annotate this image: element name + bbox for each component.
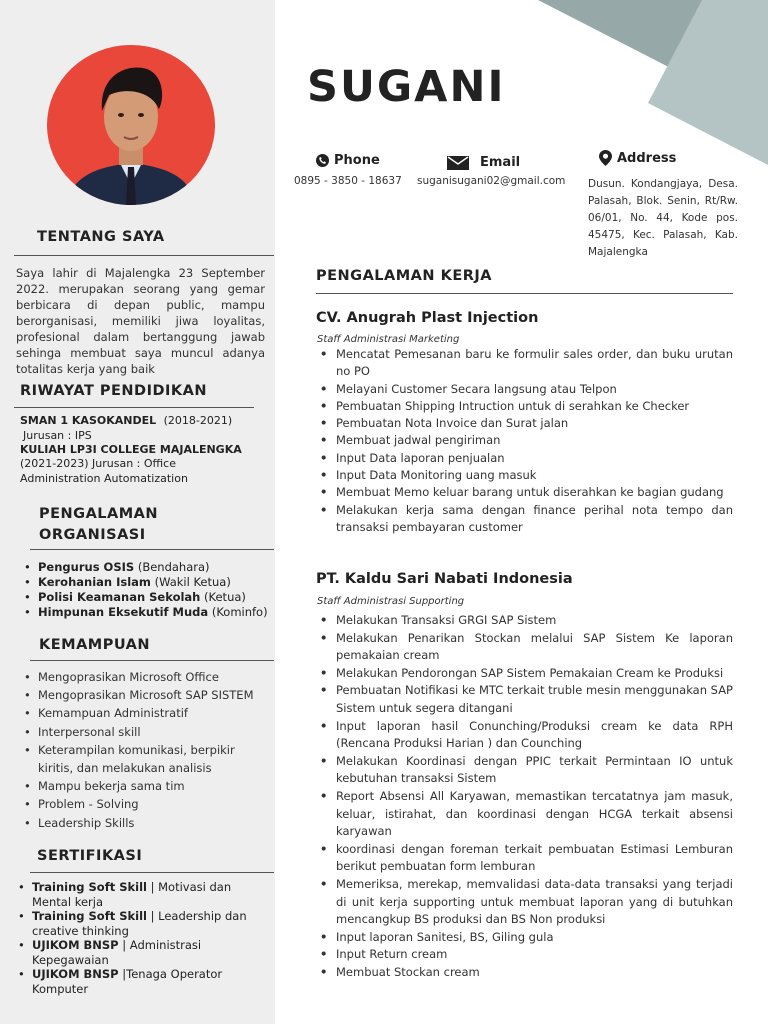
org-name: Himpunan Eksekutif Muda — [38, 605, 209, 619]
skills-title: KEMAMPUAN — [39, 637, 151, 653]
list-item — [16, 938, 271, 967]
organization-title-line1: PENGALAMAN — [39, 506, 159, 522]
list-item: • Input Data laporan penjualan — [320, 450, 733, 467]
education-divider — [14, 407, 254, 408]
list-item: • Keterampilan komunikasi, berpikir kiritis, dan melakukan analisis — [22, 741, 272, 777]
list-item — [22, 560, 272, 575]
phone-label: Phone — [334, 153, 380, 168]
certifications-list — [16, 880, 271, 996]
list-item: • Pembuatan Notifikasi ke MTC terkait truble mesin menggunakan SAP Sistem untuk segera ditangani — [320, 682, 733, 717]
education-entry-1 — [20, 414, 255, 429]
list-item — [22, 605, 272, 620]
school-1-name: SMAN 1 KASOKANDEL — [20, 414, 157, 427]
phone-heading — [316, 153, 380, 168]
list-item: • Melakukan Koordinasi dengan PPIC terkait Permintaan IO untuk kebutuhan transaksi Sistem — [320, 753, 733, 788]
job-2-duties — [320, 612, 733, 981]
skills-list — [22, 668, 272, 832]
decorative-shapes — [530, 0, 768, 170]
list-item: • Input laporan Sanitesi, BS, Giling gula — [320, 929, 733, 947]
cert-detail: | Administrasi Kepegawaian — [32, 938, 202, 967]
cert-detail: | Motivasi dan Mental kerja — [32, 880, 232, 909]
email-label: Email — [480, 155, 521, 170]
list-item: • Melakukan kerja sama dengan finance perihal nota tempo dan transaksi pembayaran customer — [320, 502, 733, 537]
org-name: Polisi Keamanan Sekolah — [38, 590, 201, 604]
school-1-major: Jurusan : IPS — [23, 429, 92, 442]
list-item — [16, 909, 271, 938]
phone-value: 0895 - 3850 - 18637 — [294, 175, 402, 187]
certifications-title: SERTIFIKASI — [37, 848, 143, 864]
list-item — [16, 880, 271, 909]
list-item: • Input Return cream — [320, 946, 733, 964]
list-item: • Melakukan Pendorongan SAP Sistem Pemakaian Cream ke Produksi — [320, 665, 733, 683]
education-title: RIWAYAT PENDIDIKAN — [20, 383, 208, 399]
experience-title: PENGALAMAN KERJA — [316, 268, 493, 284]
job-1-role: Staff Administrasi Marketing — [317, 334, 460, 345]
org-role: (Kominfo) — [211, 605, 268, 619]
job-2-role: Staff Administrasi Supporting — [317, 596, 465, 607]
list-item — [22, 590, 272, 605]
school-2-name: KULIAH LP3I COLLEGE MAJALENGKA — [20, 443, 242, 456]
education-entry-2 — [20, 443, 255, 458]
organization-divider — [30, 549, 274, 550]
candidate-name: SUGANI — [307, 62, 506, 112]
skills-divider — [30, 660, 274, 661]
job-1-duties — [320, 346, 733, 536]
org-role: (Ketua) — [204, 590, 246, 604]
list-item: • Melayani Customer Secara langsung atau Telpon — [320, 381, 733, 398]
about-title: TENTANG SAYA — [37, 229, 165, 245]
list-item: • Membuat Stockan cream — [320, 964, 733, 982]
org-role: (Bendahara) — [137, 560, 210, 574]
list-item: • Membuat jadwal pengiriman — [320, 432, 733, 449]
profile-photo — [47, 45, 215, 205]
school-2-detail: (2021-2023) Jurusan : Office Administration Automatization — [20, 457, 188, 485]
job-1-company: CV. Anugrah Plast Injection — [316, 310, 539, 326]
job-2-company: PT. Kaldu Sari Nabati Indonesia — [316, 571, 573, 587]
list-item: • Memeriksa, merekap, memvalidasi data-data transaksi yang terjadi di unit kerja supporting untuk membuat laporan yang di butuhkan mencangkup BS produksi dan BS Non produksi — [320, 876, 733, 929]
experience-divider — [316, 293, 733, 294]
list-item: • Kemampuan Administratif — [22, 704, 272, 722]
certifications-divider — [30, 872, 274, 873]
list-item: • Pembuatan Shipping Intruction untuk di serahkan ke Checker — [320, 398, 733, 415]
list-item: • Interpersonal skill — [22, 723, 272, 741]
cert-name: UJIKOM BNSP — [32, 967, 119, 981]
list-item: • Membuat Memo keluar barang untuk diserahkan ke bagian gudang — [320, 484, 733, 501]
list-item: • Input Data Monitoring uang masuk — [320, 467, 733, 484]
cert-name: Training Soft Skill — [32, 880, 147, 894]
about-text: Saya lahir di Majalengka 23 September 2022. merupakan seorang yang gemar berbicara di depan public, mampu berorganisasi, memiliki jiwa loyalitas, profesional dalam bertanggung jawab sehinga membuat saya muncul adanya totalitas kerja yang baik — [16, 266, 265, 376]
cert-detail: | Leadership dan creative thinking — [32, 909, 247, 938]
cert-name: UJIKOM BNSP — [32, 938, 119, 952]
list-item: • Pembuatan Nota Invoice dan Surat jalan — [320, 415, 733, 432]
list-item: • Mengoprasikan Microsoft Office — [22, 668, 272, 686]
location-pin-icon — [599, 150, 612, 166]
address-heading — [599, 150, 676, 166]
email-value: suganisugani02@gmail.com — [417, 175, 566, 187]
email-heading — [447, 155, 520, 170]
organization-title-line2: ORGANISASI — [39, 527, 146, 543]
about-divider — [14, 255, 274, 256]
list-item: • koordinasi dengan foreman terkait pembuatan Estimasi Lemburan berikut pembuatan form lemburan — [320, 841, 733, 876]
list-item: • Report Absensi All Karyawan, memastikan tercatatnya jam masuk, keluar, istirahat, dan koordinasi dengan HCGA terkait absensi karyawan — [320, 788, 733, 841]
list-item: • Melakukan Transaksi GRGI SAP Sistem — [320, 612, 733, 630]
envelope-icon — [447, 156, 469, 170]
org-role: (Wakil Ketua) — [154, 575, 231, 589]
address-label: Address — [617, 150, 677, 166]
school-1-years: (2018-2021) — [163, 414, 233, 427]
list-item: • Melakukan Penarikan Stockan melalui SAP Sistem Ke laporan pemakaian cream — [320, 630, 733, 665]
address-value: Dusun. Kondangjaya, Desa. Palasah, Blok. Senin, Rt/Rw. 06/01, No. 44, Kode pos. 45475, Kec. Palasah, Kab. Majalengka — [588, 178, 738, 258]
list-item: • Input laporan hasil Conunching/Produksi cream ke data RPH (Rencana Produksi Harian ) dan Counching — [320, 718, 733, 753]
org-name: Pengurus OSIS — [38, 560, 135, 574]
cert-name: Training Soft Skill — [32, 909, 147, 923]
list-item — [22, 575, 272, 590]
org-name: Kerohanian Islam — [38, 575, 151, 589]
list-item: • Mengoprasikan Microsoft SAP SISTEM — [22, 686, 272, 704]
list-item: • Leadership Skills — [22, 814, 272, 832]
phone-icon — [316, 154, 329, 167]
cert-detail: |Tenaga Operator Komputer — [32, 967, 223, 996]
list-item: • Mencatat Pemesanan baru ke formulir sales order, dan buku urutan no PO — [320, 346, 733, 381]
organization-list — [22, 560, 272, 620]
list-item: • Problem - Solving — [22, 795, 272, 813]
list-item: • Mampu bekerja sama tim — [22, 777, 272, 795]
list-item — [16, 967, 271, 996]
